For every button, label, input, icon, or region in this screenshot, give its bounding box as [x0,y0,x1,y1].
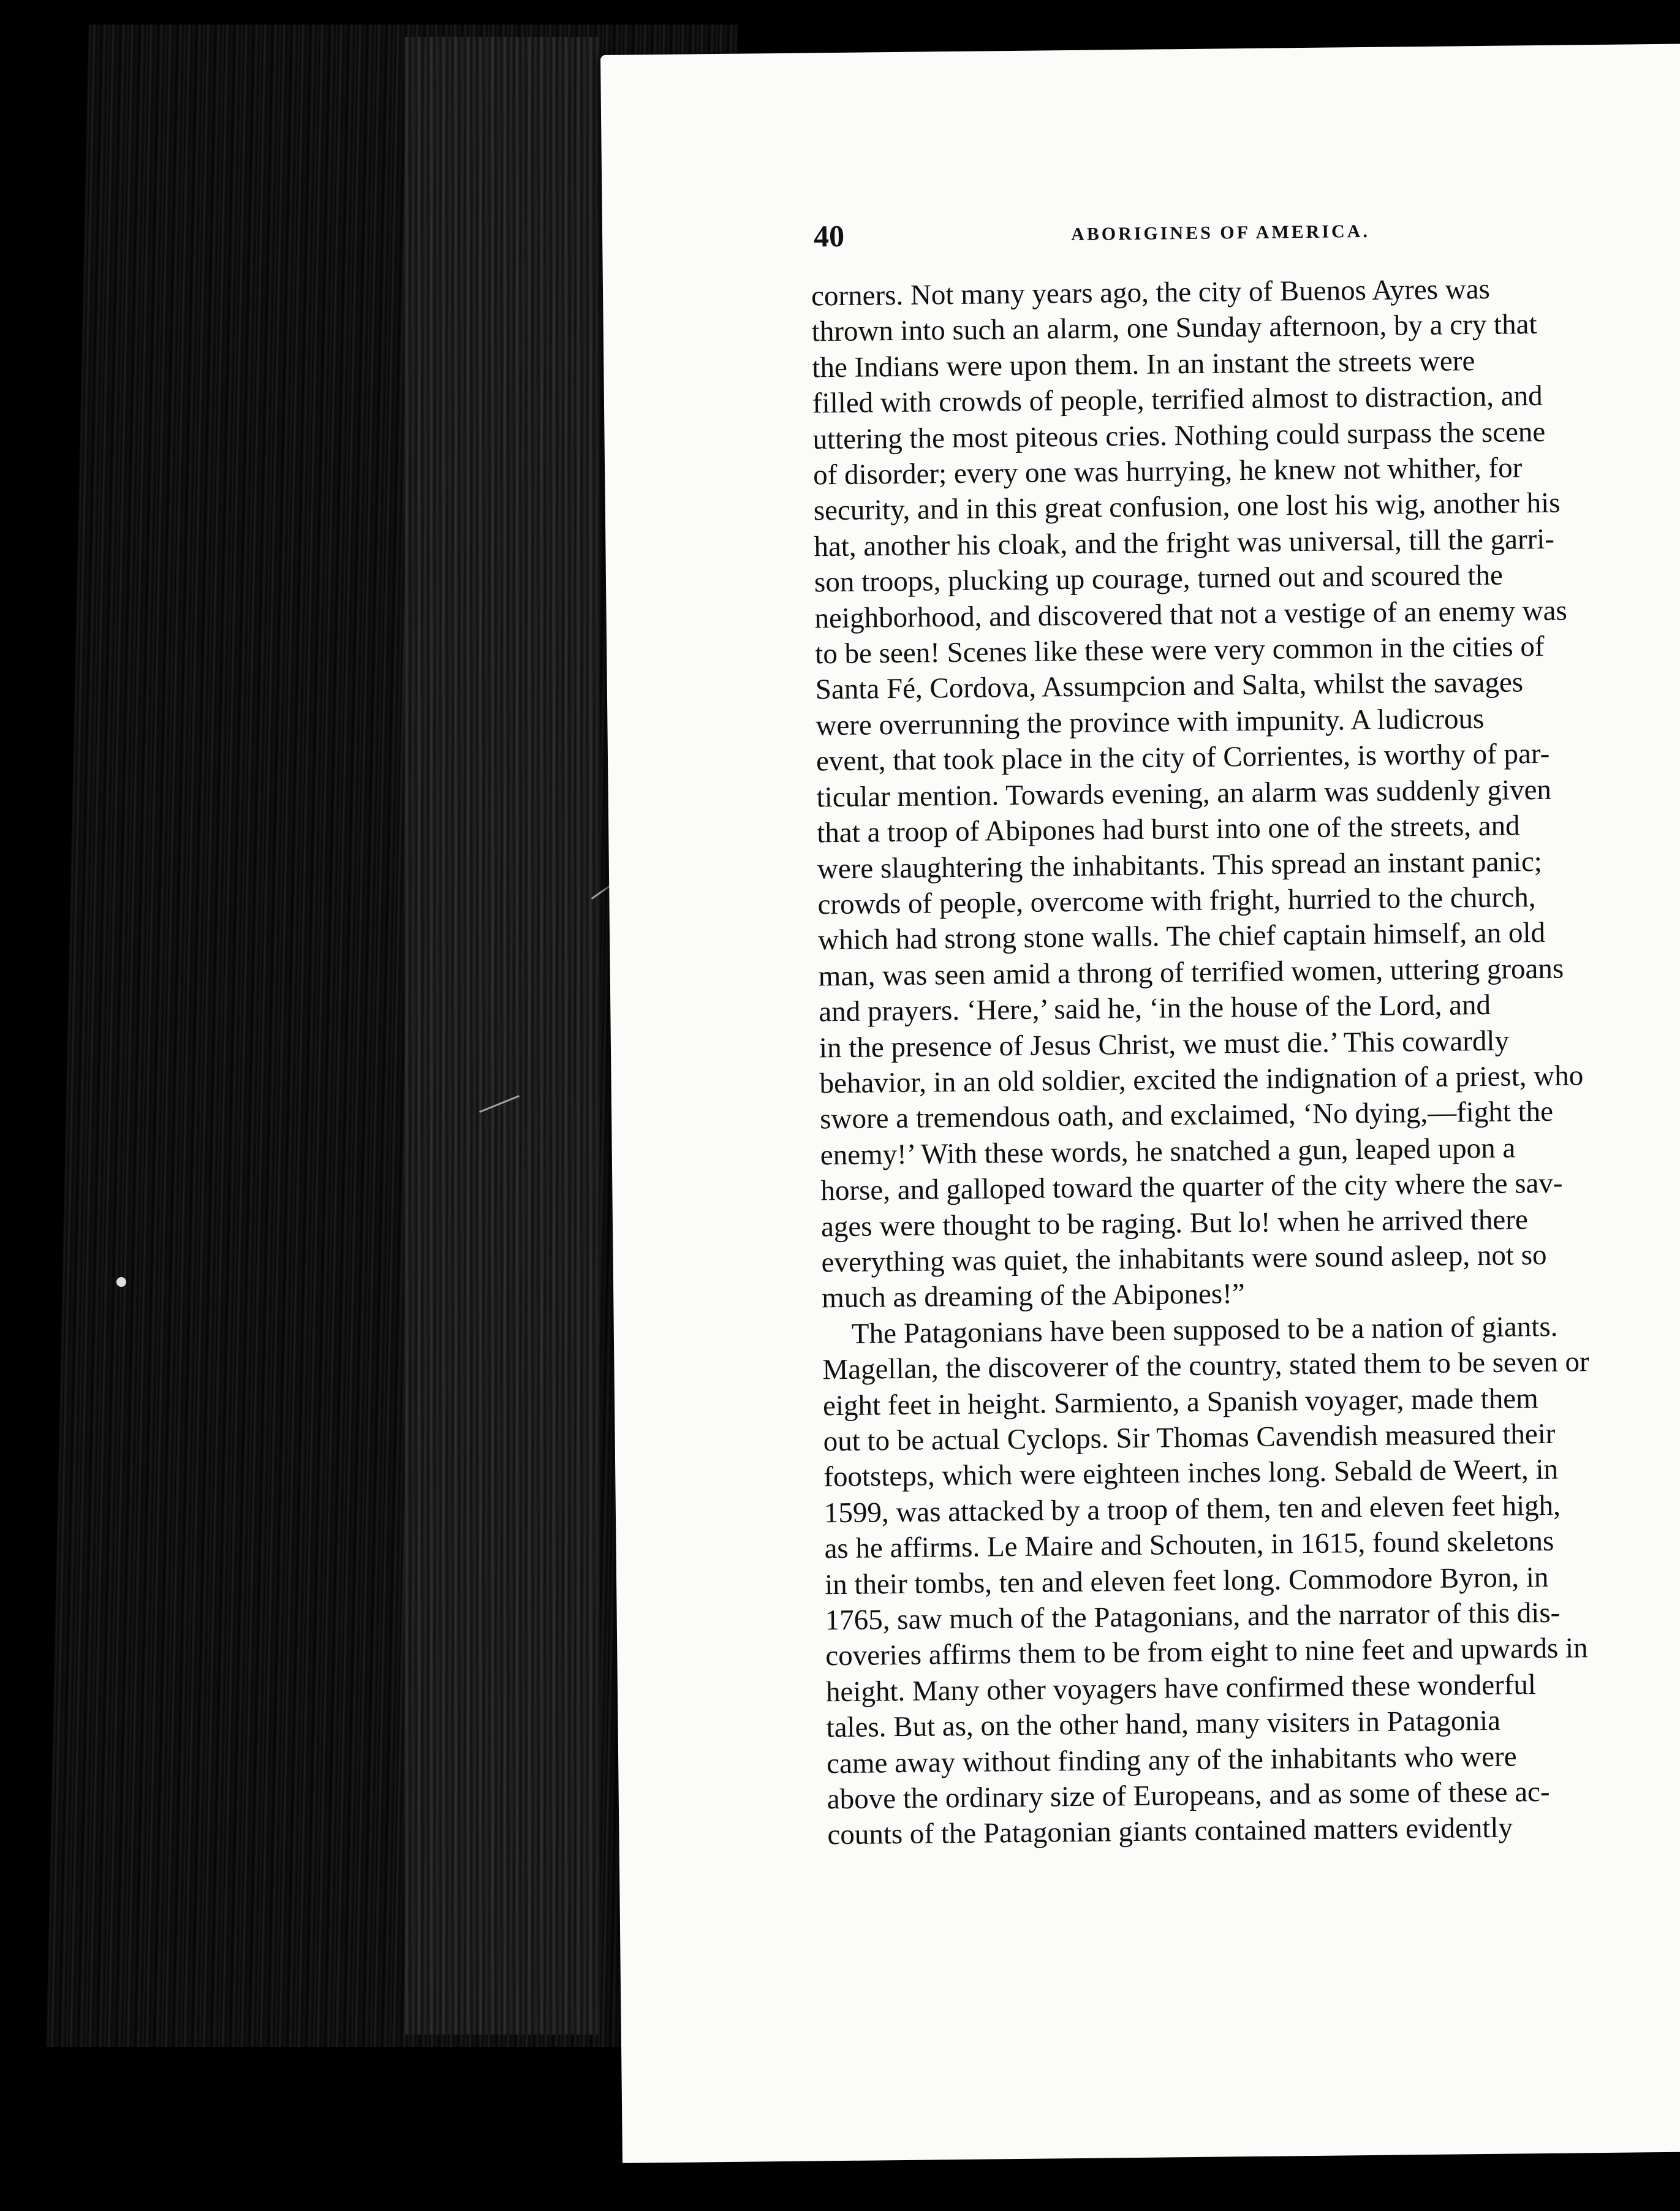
text-line: were slaughtering the inhabitants. This spread an instant panic; [817,845,1543,885]
text-line: came away without finding any of the inhabitants who were [826,1740,1517,1780]
text-line: in their tombs, ten and eleven feet long. Commodore Byron, in [824,1561,1549,1601]
text-line: in the presence of Jesus Christ, we must die.’ This cowardly [819,1025,1510,1064]
text-line: 1765, saw much of the Patagonians, and the narrator of this dis- [825,1596,1561,1637]
paragraph-first-line: The Patagonians have been supposed to be a nation of giants. [851,1310,1558,1350]
book-page [600,44,1680,2163]
text-line: thrown into such an alarm, one Sunday afternoon, by a cry that [811,308,1537,348]
text-line: corners. Not many years ago, the city of Buenos Ayres was [811,273,1491,313]
text-line: swore a tremendous oath, and exclaimed, ‘No dying,—fight the [819,1096,1554,1136]
text-line: coveries affirms them to be from eight to nine feet and upwards in [825,1632,1588,1672]
text-line: eight feet in height. Sarmiento, a Spanish voyager, made them [822,1382,1538,1422]
text-line: counts of the Patagonian giants contained matters evidently [827,1812,1513,1851]
text-line: 1599, was attacked by a troop of them, ten and eleven feet high, [823,1489,1561,1530]
text-line: footsteps, which were eighteen inches long. Sebald de Weert, in [823,1454,1559,1493]
page-number: 40 [813,218,845,254]
text-line: filled with crowds of people, terrified almost to distraction, and [812,380,1543,420]
text-line: and prayers. ‘Here,’ said he, ‘in the house of the Lord, and [819,988,1491,1028]
text-line: event, that took place in the city of Corrientes, is worthy of par- [815,738,1550,778]
text-line: ticular mention. Towards evening, an alarm was suddenly given [816,773,1552,814]
text-line: enemy!’ With these words, he snatched a gun, leaped upon a [820,1132,1516,1172]
text-line: ages were thought to be raging. But lo! when he arrived there [820,1203,1528,1243]
text-line: neighborhood, and discovered that not a vestige of an enemy was [814,594,1568,635]
text-line: above the ordinary size of Europeans, and as some of these ac- [827,1775,1550,1816]
text-line: horse, and galloped toward the quarter of the city where the sav- [820,1167,1563,1207]
text-line: out to be actual Cyclops. Sir Thomas Cavendish measured their [823,1417,1556,1458]
text-line: Santa Fé, Cordova, Assumpcion and Salta, whilst the savages [815,666,1524,706]
body-text [811,269,1680,1853]
text-line: hat, another his cloak, and the fright was universal, till the garri- [814,523,1555,563]
text-line: to be seen! Scenes like these were very common in the cities of [814,630,1545,670]
text-line: height. Many other voyagers have confirmed these wonderful [825,1669,1537,1708]
text-line: were overrunning the province with impunity. A ludicrous [815,702,1485,742]
text-line: son troops, plucking up courage, turned out and scoured the [814,559,1504,599]
text-line: uttering the most piteous cries. Nothing could surpass the scene [812,415,1546,456]
text-line: tales. But as, on the other hand, many visiters in Patagonia [826,1705,1501,1744]
running-head-title: ABORIGINES OF AMERICA. [1070,221,1371,245]
text-line: which had strong stone walls. The chief captain himself, an old [817,917,1546,957]
text-line: security, and in this great confusion, one lost his wig, another his [813,487,1561,527]
text-line: everything was quiet, the inhabitants were sound asleep, not so [821,1238,1547,1279]
text-line: behavior, in an old soldier, excited the indignation of a priest, who [819,1060,1584,1100]
book-page-edges-highlight [404,37,600,2035]
text-line: crowds of people, overcome with fright, hurried to the church, [817,881,1536,921]
text-line: the Indians were upon them. In an instant the streets were [812,344,1475,384]
running-head [813,210,1671,254]
text-line: of disorder; every one was hurrying, he knew not whither, for [812,452,1523,491]
text-line: as he affirms. Le Maire and Schouten, in 1615, found skeletons [824,1525,1554,1565]
scan-speck [116,1277,126,1287]
text-line: Magellan, the discoverer of the country, stated them to be seven or [822,1346,1589,1386]
text-line: man, was seen amid a throng of terrified women, uttering groans [818,952,1564,993]
text-line: that a troop of Abipones had burst into one of the streets, and [817,810,1520,849]
text-line: much as dreaming of the Abipones!” [821,1278,1245,1314]
